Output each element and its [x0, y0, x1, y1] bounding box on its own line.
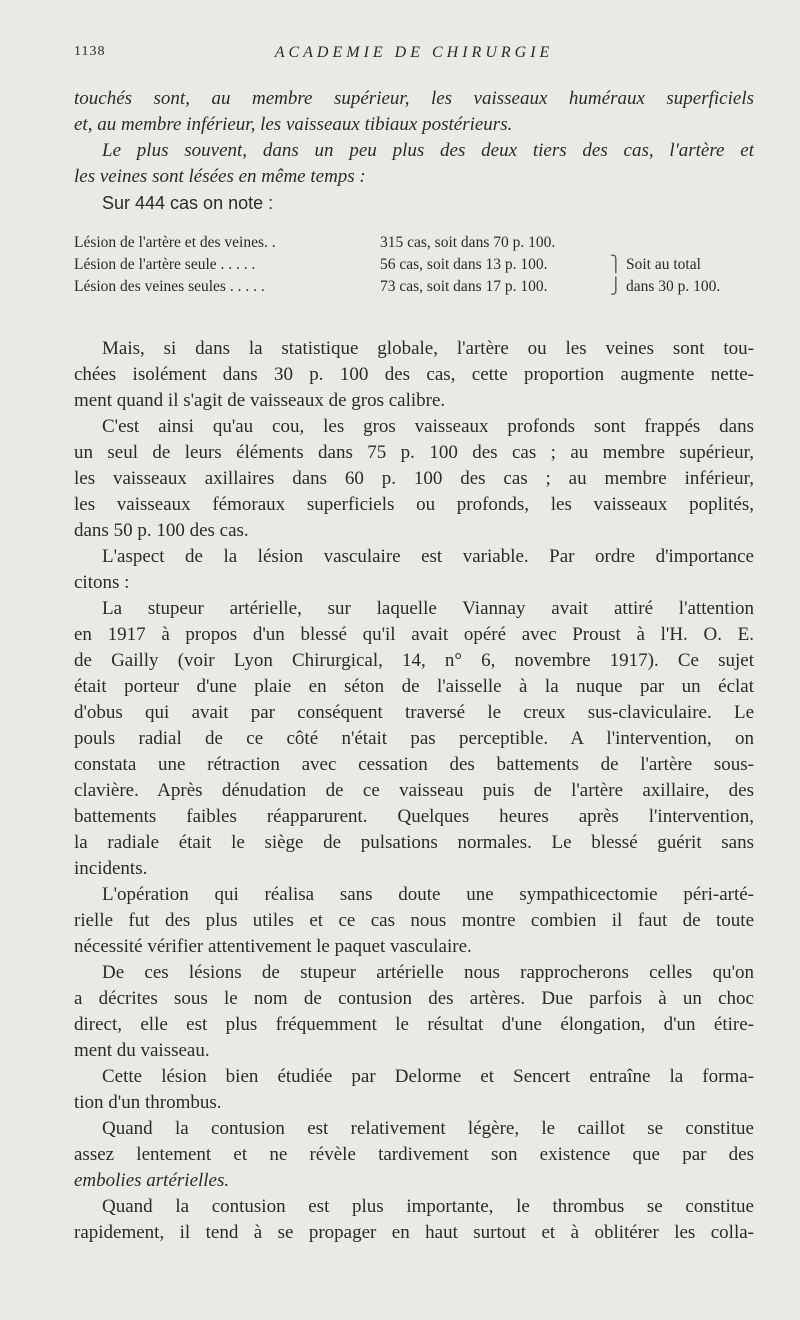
row-label: Lésion de l'artère et des veines. .: [74, 234, 276, 251]
brace-top-icon: ⎫: [610, 256, 622, 273]
text-line: tion d'un thrombus.: [74, 1092, 222, 1113]
row-label: Lésion des veines seules . . . . .: [74, 278, 265, 295]
text-line: assez lentement et ne révèle tardivement son existence que par des: [74, 1144, 754, 1165]
text-line: Sur 444 cas on note :: [102, 193, 274, 213]
page-header: [74, 44, 754, 66]
statistics-table: [74, 232, 754, 298]
page-body: [74, 86, 754, 1246]
text-line: les veines sont lésées en même temps :: [74, 166, 366, 187]
text-line: citons :: [74, 572, 130, 593]
text-line: nécessité vérifier attentivement le paquet vasculaire.: [74, 936, 472, 957]
text-line: touchés sont, au membre supérieur, les vaisseaux huméraux superficiels: [74, 88, 754, 109]
text-line: battements faibles réapparurent. Quelques heures après l'intervention,: [74, 806, 754, 827]
text-line: Cette lésion bien étudiée par Delorme et Sencert entraîne la forma-: [102, 1066, 754, 1087]
row-label: Lésion de l'artère seule . . . . .: [74, 256, 256, 273]
text-line: d'obus qui avait par conséquent traversé le creux sus-claviculaire. Le: [74, 702, 754, 723]
text-line: rapidement, il tend à se propager en haut surtout et à oblitérer les colla-: [74, 1222, 754, 1243]
text-line: et, au membre inférieur, les vaisseaux tibiaux postérieurs.: [74, 114, 513, 135]
text-line: a décrites sous le nom de contusion des artères. Due parfois à un choc: [74, 988, 754, 1009]
text-line: un seul de leurs éléments dans 75 p. 100 des cas ; au membre supérieur,: [74, 442, 754, 463]
text-line: ment quand il s'agit de vaisseaux de gros calibre.: [74, 390, 446, 411]
text-line: L'opération qui réalisa sans doute une sympathicectomie péri-arté-: [102, 884, 754, 905]
text-line: les vaisseaux fémoraux superficiels ou profonds, les vaisseaux poplités,: [74, 494, 754, 515]
text-line: pouls radial de ce côté n'était pas perceptible. A l'intervention, on: [74, 728, 754, 749]
running-title: ACADEMIE DE CHIRURGIE: [274, 44, 554, 61]
total-label: Soit au total: [626, 256, 701, 273]
statistics-row: [74, 276, 754, 298]
text-line: ment du vaisseau.: [74, 1040, 210, 1061]
text-line: Quand la contusion est relativement légère, le caillot se constitue: [102, 1118, 754, 1139]
text-line: rielle fut des plus utiles et ce cas nous montre combien il faut de toute: [74, 910, 754, 931]
row-value: 56 cas, soit dans 13 p. 100.: [380, 256, 548, 273]
row-value: 73 cas, soit dans 17 p. 100.: [380, 278, 548, 295]
text-line: clavière. Après dénudation de ce vaisseau puis de l'artère axillaire, des: [74, 780, 754, 801]
text-line: en 1917 à propos d'un blessé qu'il avait opéré avec Proust à l'H. O. E.: [74, 624, 754, 645]
text-line: C'est ainsi qu'au cou, les gros vaisseaux profonds sont frappés dans: [102, 416, 754, 437]
text-line: Quand la contusion est plus importante, le thrombus se constitue: [102, 1196, 754, 1217]
text-line: constata une rétraction avec cessation des battements de l'artère sous-: [74, 754, 754, 775]
text-line: direct, elle est plus fréquemment le résultat d'une élongation, d'un étire-: [74, 1014, 754, 1035]
text-line: De ces lésions de stupeur artérielle nous rapprocherons celles qu'on: [102, 962, 754, 983]
text-line: de Gailly (voir Lyon Chirurgical, 14, n° 6, novembre 1917). Ce sujet: [74, 650, 754, 671]
row-value: 315 cas, soit dans 70 p. 100.: [380, 234, 556, 251]
brace-bottom-icon: ⎭: [610, 278, 622, 295]
text-line: chées isolément dans 30 p. 100 des cas, cette proportion augmente nette-: [74, 364, 754, 385]
statistics-row: [74, 254, 754, 276]
text-line: embolies artérielles.: [74, 1170, 230, 1191]
text-line: dans 50 p. 100 des cas.: [74, 520, 249, 541]
text-line: la radiale était le siège de pulsations normales. Le blessé guérit sans: [74, 832, 754, 853]
text-line: les vaisseaux axillaires dans 60 p. 100 des cas ; au membre inférieur,: [74, 468, 754, 489]
text-line: L'aspect de la lésion vasculaire est variable. Par ordre d'importance: [102, 546, 754, 567]
total-value: dans 30 p. 100.: [626, 278, 721, 295]
text-line: était porteur d'une plaie en séton de l'aisselle à la nuque par un éclat: [74, 676, 754, 697]
page-number: 1138: [74, 44, 106, 59]
statistics-row: [74, 232, 754, 254]
text-line: incidents.: [74, 858, 148, 879]
text-line: La stupeur artérielle, sur laquelle Viannay avait attiré l'attention: [102, 598, 754, 619]
text-line: Mais, si dans la statistique globale, l'artère ou les veines sont tou-: [102, 338, 754, 359]
text-line: Le plus souvent, dans un peu plus des deux tiers des cas, l'artère et: [102, 140, 754, 161]
